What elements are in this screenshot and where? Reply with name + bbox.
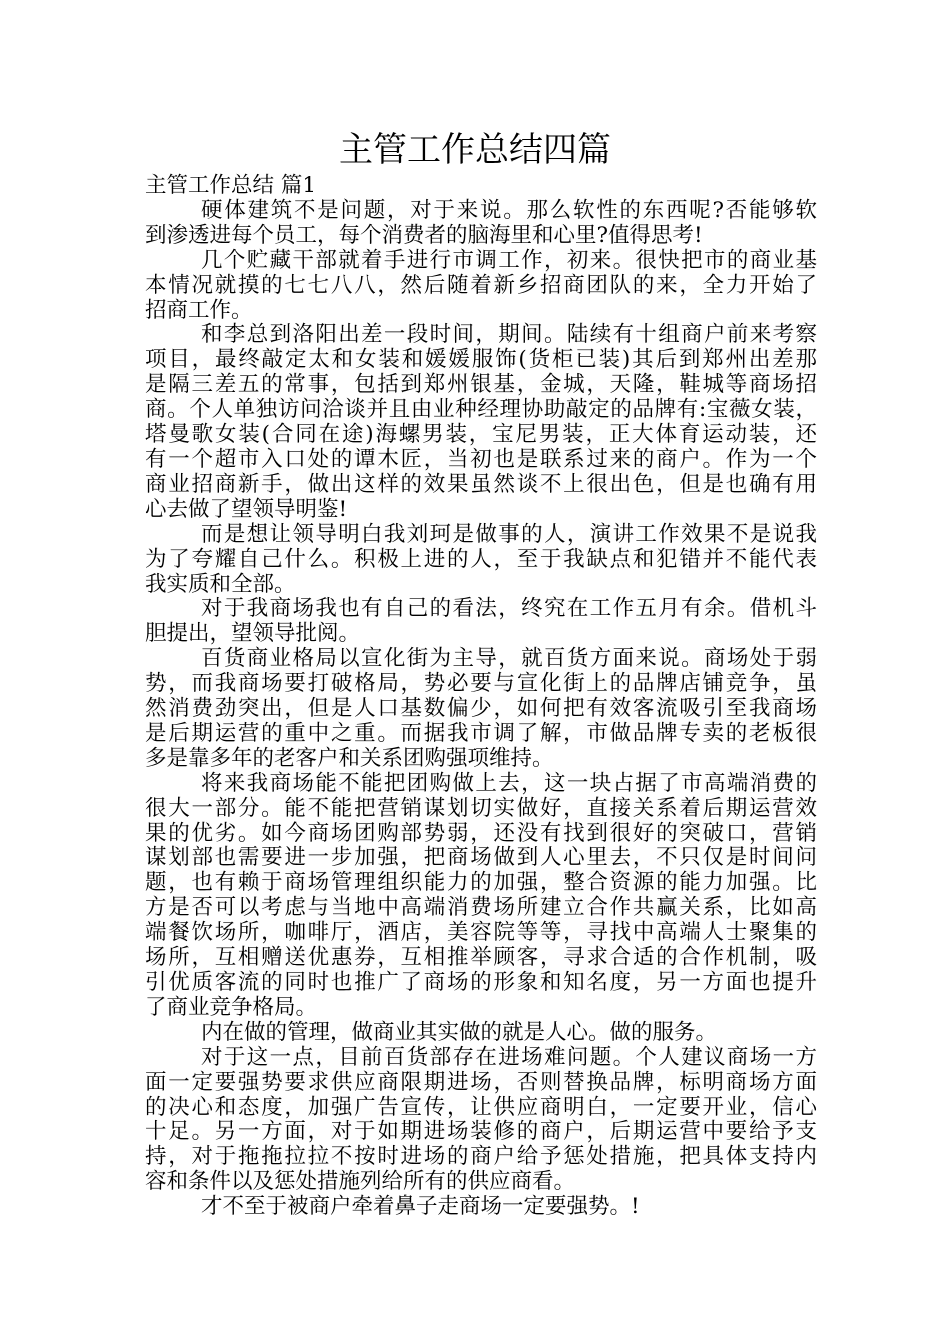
- paragraph: [145, 1021, 817, 1046]
- paragraph-line: 果的优劣。如今商场团购部势弱，还没有找到很好的突破口，营销: [145, 820, 817, 846]
- paragraph-line: 有一个超市入口处的谭木匠，当初也是联系过来的商户。作为一个: [145, 446, 817, 472]
- paragraph-line: 面一定要强势要求供应商限期进场，否则替换品牌，标明商场方面: [145, 1069, 817, 1095]
- paragraph-line: 而是想让领导明白我刘珂是做事的人，演讲工作效果不是说我: [201, 521, 817, 547]
- paragraph-line: 对于这一点，目前百货部存在进场难问题。个人建议商场一方: [201, 1044, 817, 1070]
- paragraph-line: 百货商业格局以宣化街为主导，就百货方面来说。商场处于弱: [201, 646, 817, 672]
- paragraph-line: 胆提出，望领导批阅。: [145, 621, 361, 647]
- paragraph-line: 的决心和态度，加强广告宣传，让供应商明白，一定要开业，信心: [145, 1094, 817, 1120]
- paragraph-line: 然消费劲突出，但是人口基数偏少，如何把有效客流吸引至我商场: [145, 696, 817, 722]
- paragraph-line: 了商业竞争格局。: [145, 994, 318, 1020]
- paragraph-line: 方是否可以考虑与当地中高端消费场所建立合作共赢关系，比如高: [145, 895, 817, 921]
- paragraph-line: 是后期运营的重中之重。而据我市调了解，市做品牌专卖的老板很: [145, 720, 817, 746]
- paragraph-line: 谋划部也需要进一步加强，把商场做到人心里去，不只仅是时间问: [145, 845, 817, 871]
- paragraph: [145, 647, 817, 772]
- paragraph-line: 心去做了望领导明鉴!: [145, 496, 348, 522]
- paragraph-line: 对于我商场我也有自己的看法，终究在工作五月有余。借机斗: [201, 596, 817, 622]
- paragraph-line: 容和条件以及惩处措施列给所有的供应商看。: [145, 1169, 576, 1195]
- section-heading: 主管工作总结 篇1: [145, 173, 317, 198]
- paragraph-line: 持，对于拖拖拉拉不按时进场的商户给予惩处措施，把具体支持内: [145, 1144, 817, 1170]
- paragraph-line: 商。个人单独访问洽谈并且由业种经理协助敲定的品牌有:宝薇女装，: [145, 397, 817, 423]
- document-body: [145, 174, 817, 1220]
- paragraph: [145, 1046, 817, 1195]
- paragraph: [145, 249, 817, 324]
- paragraph: [145, 772, 817, 1021]
- paragraph-line: 我实质和全部。: [145, 571, 296, 597]
- paragraph-line: 和李总到洛阳出差一段时间，期间。陆续有十组商户前来考察: [201, 322, 817, 348]
- paragraph-line: 几个贮藏干部就着手进行市调工作，初来。很快把市的商业基: [201, 247, 817, 273]
- paragraph-line: 很大一部分。能不能把营销谋划切实做好，直接关系着后期运营效: [145, 795, 817, 821]
- paragraph: [145, 323, 817, 522]
- paragraph-line: 场所，互相赠送优惠券，互相推举顾客，寻求合适的合作机制，吸: [145, 945, 817, 971]
- paragraph-line: 为了夸耀自己什么。积极上进的人，至于我缺点和犯错并不能代表: [145, 546, 817, 572]
- document-title: 主管工作总结四篇: [339, 130, 611, 170]
- paragraph-line: 招商工作。: [145, 297, 253, 323]
- paragraph-line: 塔曼歌女装(合同在途)海螺男装，宝尼男装，正大体育运动装，还: [145, 422, 817, 448]
- paragraph-line: 端餐饮场所，咖啡厅，酒店，美容院等等，寻找中高端人士聚集的: [145, 920, 817, 946]
- paragraph-line: 势，而我商场要打破格局，势必要与宣化街上的品牌店铺竞争，虽: [145, 671, 817, 697]
- paragraph-line: 引优质客流的同时也推广了商场的形象和知名度，另一方面也提升: [145, 970, 817, 995]
- paragraph-line: 硬体建筑不是问题，对于来说。那么软性的东西呢?否能够软: [201, 197, 817, 223]
- paragraph-line: 题，也有赖于商场管理组织能力的加强，整合资源的能力加强。比: [145, 870, 817, 896]
- paragraph-line: 是隔三差五的常事，包括到郑州银基，金城，天隆，鞋城等商场招: [145, 372, 817, 398]
- paragraph-line: 十足。另一方面，对于如期进场装修的商户，后期运营中要给予支: [145, 1119, 817, 1145]
- paragraph: [145, 1195, 817, 1220]
- paragraph-line: 多是靠多年的老客户和关系团购强项维持。: [145, 745, 554, 771]
- paragraph-line: 本情况就摸的七七八八，然后随着新乡招商团队的来，全力开始了: [145, 272, 817, 298]
- paragraph-line: 商业招商新手，做出这样的效果虽然谈不上很出色，但是也确有用: [145, 471, 817, 497]
- paragraph: [145, 199, 817, 249]
- paragraph: [145, 597, 817, 647]
- paragraph: [145, 523, 817, 598]
- paragraph-line: 将来我商场能不能把团购做上去，这一块占据了市高端消费的: [201, 770, 817, 796]
- paragraph-line: 内在做的管理，做商业其实做的就是人心。做的服务。: [201, 1019, 718, 1045]
- paragraph-line: 项目，最终敲定太和女装和媛媛服饰(货柜已装)其后到郑州出差那: [145, 347, 817, 373]
- paragraph-line: 才不至于被商户牵着鼻子走商场一定要强势。!: [201, 1194, 640, 1220]
- paragraph-line: 到渗透进每个员工，每个消费者的脑海里和心里?值得思考!: [145, 222, 703, 248]
